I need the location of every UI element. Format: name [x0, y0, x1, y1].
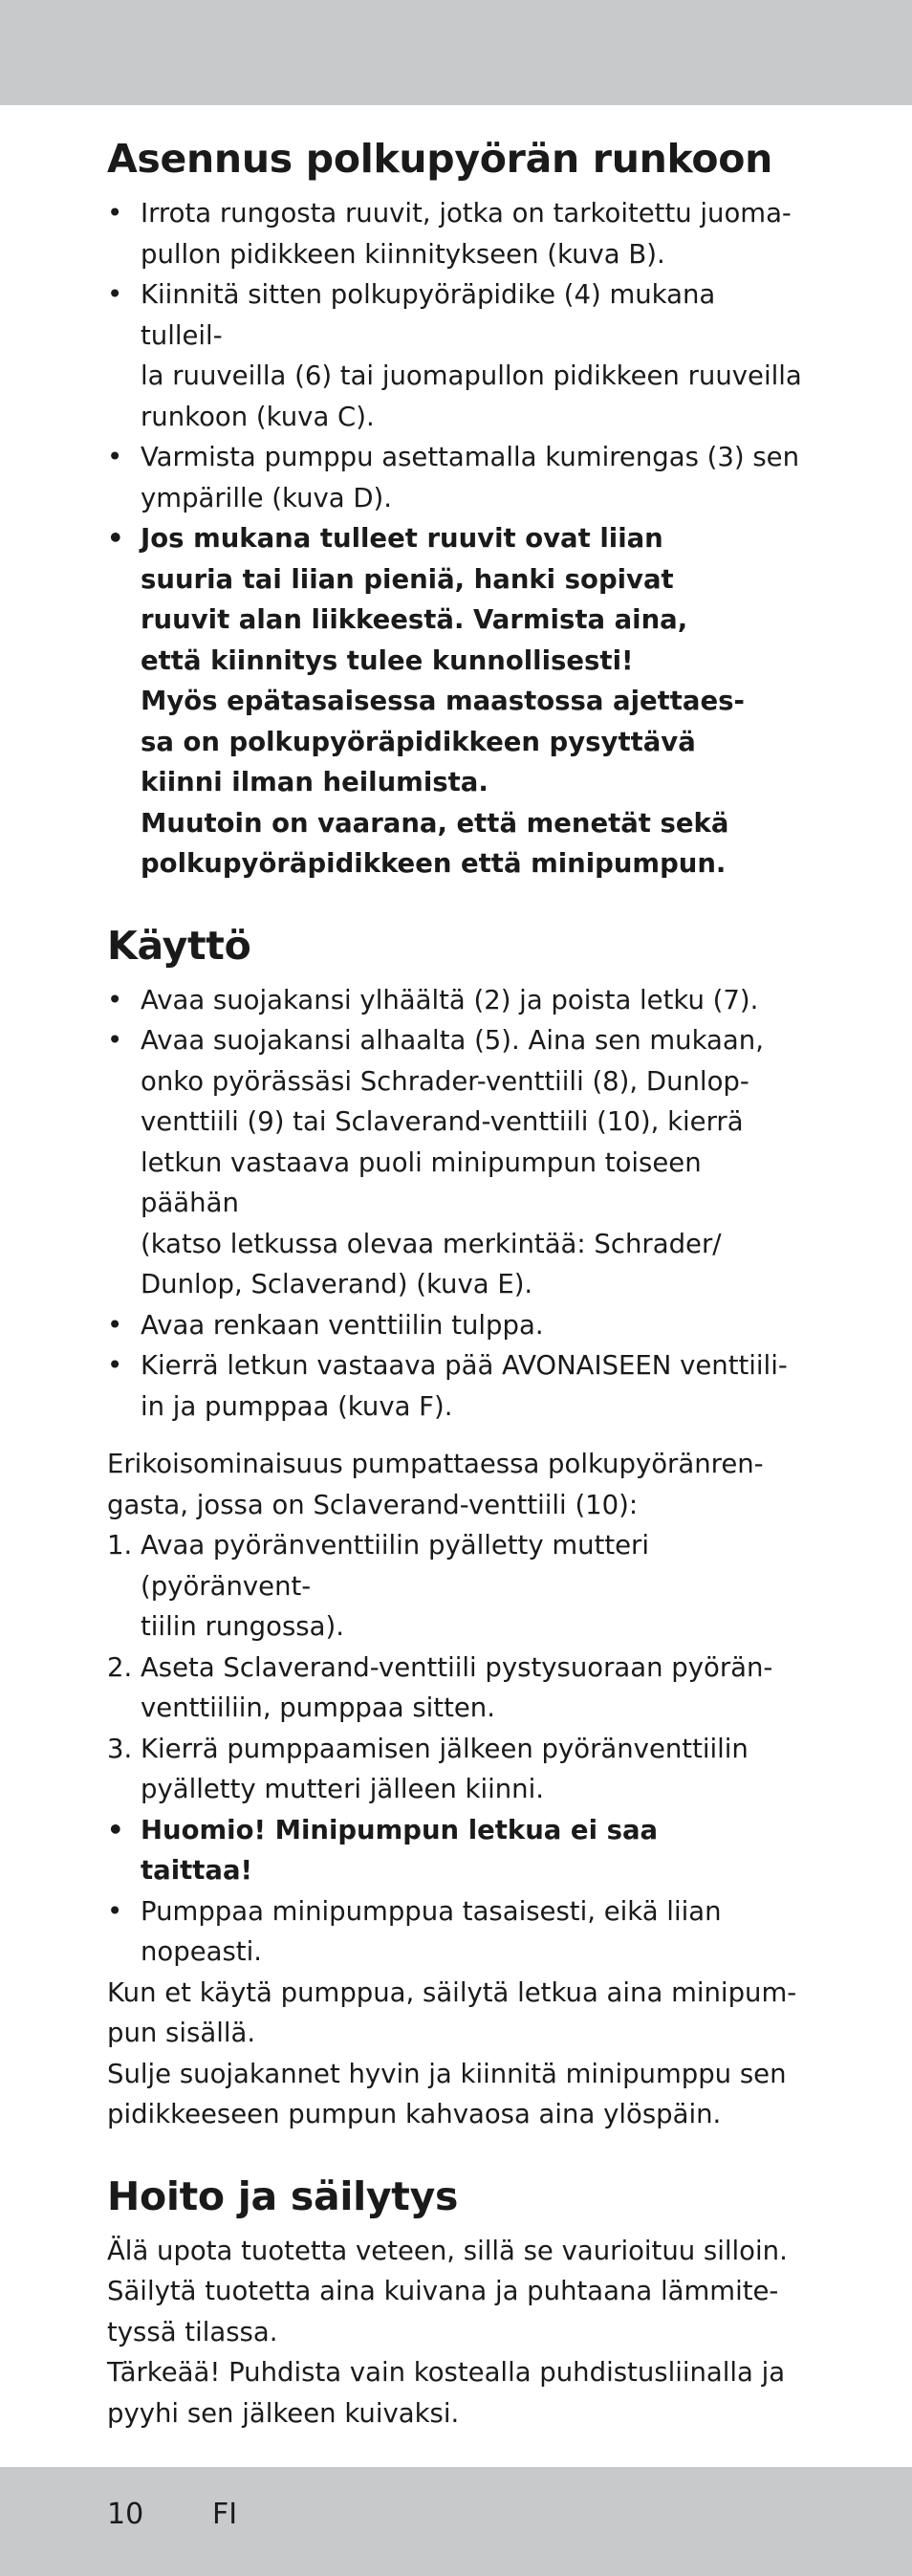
step-text: Kierrä pumppaamisen jälkeen pyöränventtiilin pyälletty mutteri jälleen kiinni.	[141, 1733, 749, 1804]
installation-list	[107, 193, 805, 884]
step-text: Avaa pyöränventtiilin pyälletty mutteri (pyöränvent- tiilin rungossa).	[141, 1530, 649, 1642]
numbered-step	[107, 1525, 805, 1648]
warning-item	[107, 1810, 805, 1891]
numbered-step	[107, 1648, 805, 1729]
list-item-text: Pumppaa minipumppua tasaisesti, eikä liian nopeasti.	[141, 1895, 722, 1967]
page-content	[107, 134, 805, 2434]
bullet-marker: •	[107, 1895, 123, 1927]
list-item	[107, 274, 805, 437]
section-title-care: Hoito ja säilytys	[107, 2172, 459, 2219]
list-item	[107, 980, 805, 1021]
usage-list	[107, 980, 805, 1428]
special-feature-intro: Erikoisominaisuus pumpattaessa polkupyöränren- gasta, jossa on Sclaverand-venttiili (10):	[107, 1449, 764, 1520]
step-number: 2.	[107, 1651, 133, 1683]
step-number: 1.	[107, 1530, 133, 1561]
list-item-text: Irrota rungosta ruuvit, jotka on tarkoitettu juoma- pullon pidikkeen kiinnitykseen (kuva B).	[141, 198, 792, 270]
bullet-marker: •	[107, 1350, 123, 1381]
step-number: 3.	[107, 1733, 133, 1764]
bullet-marker: •	[107, 1025, 123, 1056]
list-item-text: Avaa renkaan venttiilin tulppa.	[141, 1309, 544, 1341]
list-item	[107, 1891, 805, 1973]
list-item-text: Varmista pumppu asettamalla kumirengas (3) sen ympärille (kuva D).	[141, 442, 800, 513]
bullet-marker: •	[107, 198, 123, 229]
header-band	[0, 0, 912, 105]
bullet-marker: •	[107, 442, 123, 472]
bullet-marker: •	[107, 279, 123, 310]
closing-paragraph: Sulje suojakannet hyvin ja kiinnitä minipumppu sen pidikkeeseen pumpun kahvaosa aina ylöspäin.	[107, 2058, 787, 2129]
step-text: Aseta Sclaverand-venttiili pystysuoraan pyörän- venttiiliin, pumppaa sitten.	[141, 1651, 773, 1723]
language-code: FI	[212, 2498, 238, 2531]
list-item	[107, 1020, 805, 1305]
list-item	[107, 193, 805, 274]
list-item-text: Kierrä letkun vastaava pää AVONAISEEN venttiili- in ja pumppaa (kuva F).	[141, 1350, 788, 1422]
warning-text: Huomio! Minipumpun letkua ei saa taittaa!	[141, 1814, 659, 1886]
section-title-installation: Asennus polkupyörän runkoon	[107, 136, 772, 182]
bullet-marker: •	[107, 1309, 123, 1341]
bullet-marker: •	[107, 1814, 124, 1845]
care-paragraph: Älä upota tuotetta veteen, sillä se vaurioituu silloin. Säilytä tuotetta aina kuivana ja puhtaana lämmite- tyssä tilassa.	[107, 2235, 788, 2347]
storage-paragraph: Kun et käytä pumppua, säilytä letkua aina minipum- pun sisällä.	[107, 1976, 797, 2048]
numbered-step	[107, 1729, 805, 1810]
usage-notes	[107, 1810, 805, 1973]
warning-text: Jos mukana tulleet ruuvit ovat liian suuria tai liian pieniä, hanki sopivat ruuvit alan liikkeestä. Varmista aina, että kiinnitys tulee kunnollisesti! Myös epätasaisessa maastossa ajettaes- sa on polkupyöräpidikkeen pysyttävä kiinni ilman heilumista. Muutoin on vaarana, että menetät sekä polkupyöräpidikkeen että minipumpun.	[141, 523, 745, 879]
list-item-text: Avaa suojakansi alhaalta (5). Aina sen mukaan, onko pyörässäsi Schrader-venttiili (8), Dunlop- venttiili (9) tai Sclaverand-venttiili (10), kierrä letkun vastaava puoli minipumpun toiseen päähän (katso letkussa olevaa merkintää: Schrader/ Dunlop, Sclaverand) (kuva E).	[141, 1025, 764, 1299]
page-number: 10	[107, 2498, 144, 2531]
list-item	[107, 437, 805, 518]
list-item-text: Kiinnitä sitten polkupyöräpidike (4) mukana tulleil- la ruuveilla (6) tai juomapullon pidikkeen ruuveilla runkoon (kuva C).	[141, 279, 802, 432]
warning-item	[107, 518, 805, 884]
sclaverand-steps	[107, 1525, 805, 1810]
bullet-marker: •	[107, 523, 124, 554]
section-title-usage: Käyttö	[107, 922, 251, 969]
list-item-text: Avaa suojakansi ylhäältä (2) ja poista letku (7).	[141, 984, 759, 1015]
cleaning-paragraph: Tärkeää! Puhdista vain kostealla puhdistusliinalla ja pyyhi sen jälkeen kuivaksi.	[107, 2357, 786, 2429]
bullet-marker: •	[107, 984, 123, 1015]
list-item	[107, 1345, 805, 1427]
list-item	[107, 1305, 805, 1346]
